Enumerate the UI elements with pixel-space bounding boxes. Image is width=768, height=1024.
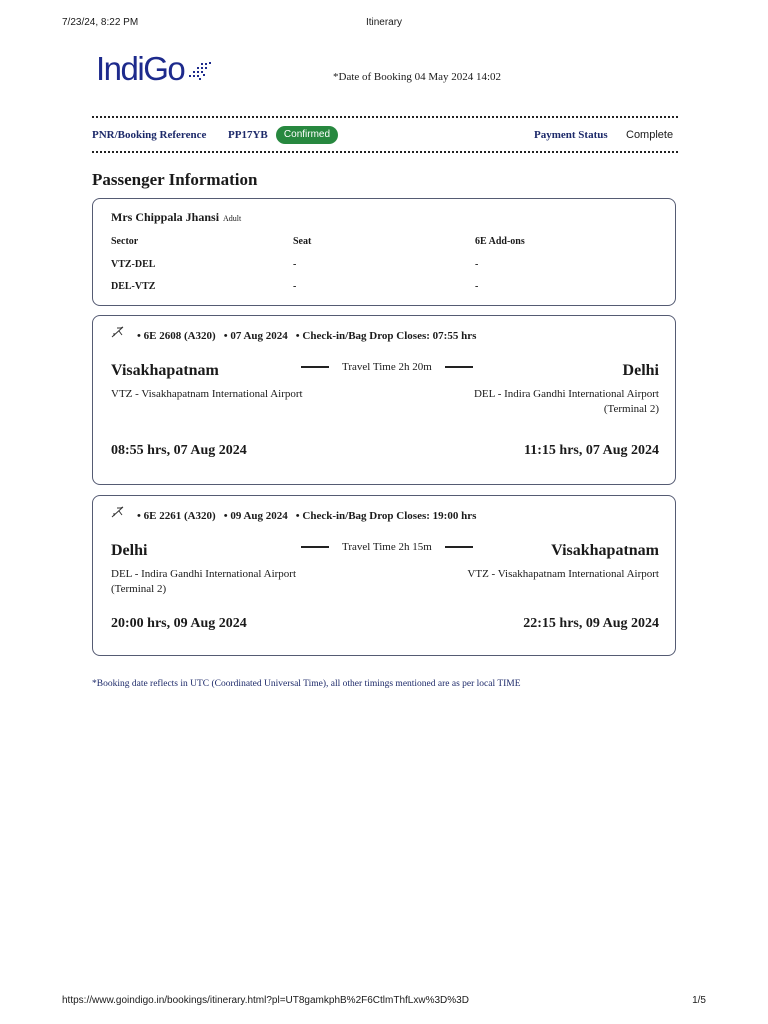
row-sector: VTZ-DEL [111,259,156,270]
status-badge: Confirmed [276,126,338,144]
print-datetime: 7/23/24, 8:22 PM [62,17,139,28]
header-sector: Sector [111,236,139,247]
row-addons: - [475,281,479,292]
destination-city: Visakhapatnam [551,542,659,559]
passenger-name: Mrs Chippala Jhansi [111,210,220,224]
origin-airport-block [111,567,296,597]
plane-logo-icon [187,60,213,82]
origin-airport: DEL - Indira Gandhi International Airport [111,568,297,580]
departure-time: 20:00 hrs, 09 Aug 2024 [111,616,247,631]
print-title: Itinerary [365,17,403,28]
passenger-name-row [111,210,241,225]
pnr-value: PP17YB [228,129,268,141]
checkin-close: • Check-in/Bag Drop Closes: 19:00 hrs [295,510,477,522]
flight-card [92,315,676,485]
origin-city: Delhi [111,542,148,559]
destination-airport: VTZ - Visakhapatnam International Airport [467,568,659,580]
divider-bottom [92,151,678,153]
indigo-logo [96,52,213,85]
destination-airport-block [474,387,659,417]
flight-date: • 07 Aug 2024 [223,330,288,342]
checkin-close: • Check-in/Bag Drop Closes: 07:55 hrs [295,330,477,342]
divider-top [92,116,678,118]
footnote: *Booking date reflects in UTC (Coordinated Universal Time), all other timings mentioned are as per local TIME [92,679,521,689]
travel-time [301,361,473,373]
section-title: Passenger Information [92,170,258,189]
flight-info [137,330,484,342]
origin-airport: VTZ - Visakhapatnam International Airport [111,388,303,400]
flight-date: • 09 Aug 2024 [223,510,288,522]
origin-terminal: (Terminal 2) [111,583,167,595]
travel-time [301,541,473,553]
origin-city: Visakhapatnam [111,362,219,379]
row-seat: - [293,259,297,270]
destination-terminal: (Terminal 2) [603,403,659,415]
arrival-time: 22:15 hrs, 09 Aug 2024 [523,616,659,631]
booking-date: *Date of Booking 04 May 2024 14:02 [333,71,502,83]
travel-line-left [301,546,329,548]
header-seat: Seat [293,236,312,247]
departure-time: 08:55 hrs, 07 Aug 2024 [111,443,247,458]
logo-text: IndiGo [96,50,185,87]
destination-airport: DEL - Indira Gandhi International Airport [473,388,659,400]
row-sector: DEL-VTZ [111,281,156,292]
destination-city: Delhi [622,362,659,379]
travel-line-right [445,546,473,548]
arrival-time: 11:15 hrs, 07 Aug 2024 [524,443,659,458]
travel-line-left [301,366,329,368]
plane-icon [111,505,125,519]
travel-time-text: Travel Time 2h 15m [342,541,432,553]
flight-card [92,495,676,656]
payment-status-value: Complete [626,129,674,141]
travel-line-right [445,366,473,368]
payment-status-label: Payment Status [534,129,608,141]
travel-time-text: Travel Time 2h 20m [342,361,432,373]
row-addons: - [475,259,479,270]
passenger-card [92,198,676,306]
print-url: https://www.goindigo.in/bookings/itinerary.html?pl=UT8gamkphB%2F6CtlmThfLxw%3D%3D [62,995,469,1006]
flight-info [137,510,484,522]
flight-number: • 6E 2608 (A320) [137,330,216,342]
passenger-type: Adult [223,214,242,223]
header-addons: 6E Add-ons [475,236,525,247]
flight-number: • 6E 2261 (A320) [137,510,216,522]
plane-icon [111,325,125,339]
print-page-number: 1/5 [692,995,706,1006]
row-seat: - [293,281,297,292]
pnr-label: PNR/Booking Reference [92,129,207,141]
